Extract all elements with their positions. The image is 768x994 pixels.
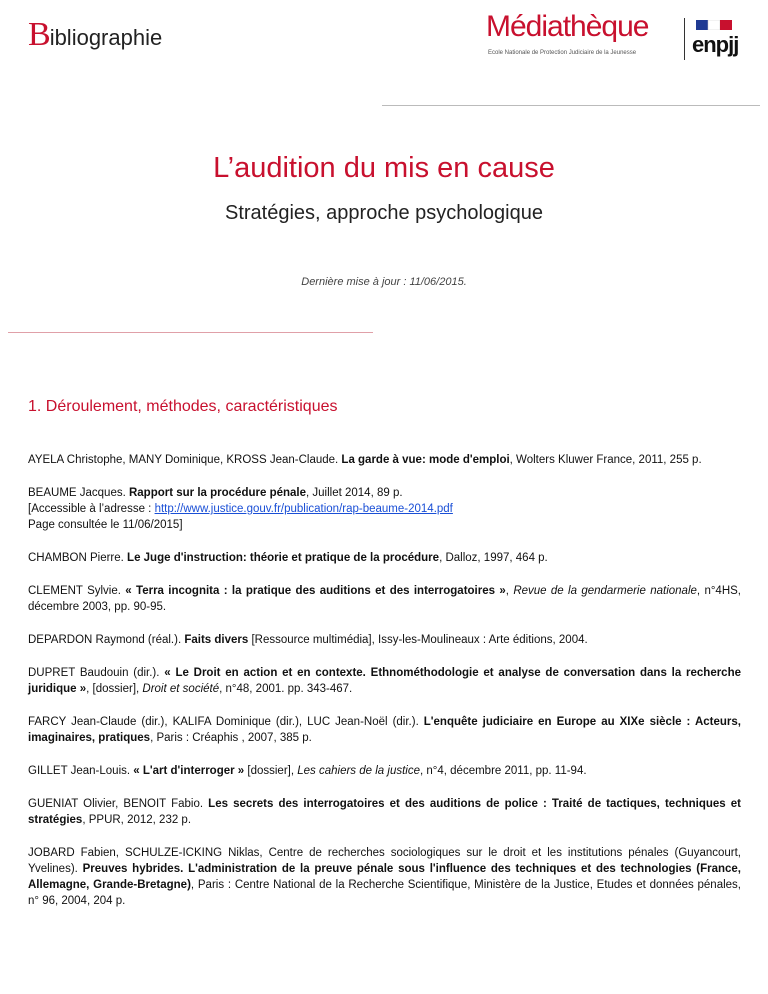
list-item: JOBARD Fabien, SCHULZE-ICKING Niklas, Centre de recherches sociologiques sur le droit et les institutions pénales (Guyancourt, Yvelines). Preuves hybrides. L'administration de la preuve pénale sous l'influence des techniques et des technologies (France, Allemagne, Grande-Bretagne), Paris : Centre National de la Recherche Scientifique, Ministère de la Justice, Etudes et données pénales, n° 96, 2004, 204 p. (28, 847, 741, 907)
brand-logo (486, 10, 750, 62)
section-title: 1. Déroulement, méthodes, caractéristiques (28, 398, 338, 415)
list-item: CLEMENT Sylvie. « Terra incognita : la pratique des auditions et des interrogatoires », Revue de la gendarmerie nationale, n°4HS, décembre 2003, pp. 90-95. (28, 585, 742, 613)
page-title: L’audition du mis en cause (213, 152, 555, 184)
bibliographie-initial: B (28, 16, 50, 53)
list-item: DEPARDON Raymond (réal.). Faits divers [Ressource multimédia], Issy-les-Moulineaux : Arte éditions, 2004. (28, 634, 588, 646)
list-item: AYELA Christophe, MANY Dominique, KROSS Jean-Claude. La garde à vue: mode d'emploi, Wolters Kluwer France, 2011, 255 p. (28, 454, 702, 466)
list-item: CHAMBON Pierre. Le Juge d'instruction: théorie et pratique de la procédure, Dalloz, 1997, 464 p. (28, 552, 548, 564)
list-item: FARCY Jean-Claude (dir.), KALIFA Dominique (dir.), LUC Jean-Noël (dir.). L'enquête judiciaire en Europe au XIXe siècle : Acteurs, imaginaires, pratiques, Paris : Créaphis , 2007, 385 p. (28, 716, 741, 744)
section-divider (8, 332, 373, 333)
enpjj-logo: enpjj (692, 32, 739, 57)
bibliography-list (28, 452, 741, 926)
bibliographie-rest: ibliographie (49, 25, 163, 50)
last-updated: Dernière mise à jour : 11/06/2015. (301, 276, 467, 288)
top-divider (382, 105, 760, 106)
mediatheque-subtitle: Ecole Nationale de Protection Judiciaire de la Jeunesse (488, 50, 637, 56)
list-item: BEAUME Jacques. Rapport sur la procédure pénale, Juillet 2014, 89 p. [Accessible à l’adresse : http://www.justice.gouv.fr/publication/rap-beaume-2014.pdf Page consultée le 11/06/2015] (28, 487, 453, 531)
list-item: GUENIAT Olivier, BENOIT Fabio. Les secrets des interrogatoires et des auditions de police : Traité de tactiques, techniques et stratégies, PPUR, 2012, 232 p. (28, 798, 741, 826)
report-link[interactable]: http://www.justice.gouv.fr/publication/rap-beaume-2014.pdf (154, 503, 453, 515)
logo-separator (684, 18, 685, 60)
mediatheque-logo: Médiathèque (486, 10, 649, 43)
list-item: DUPRET Baudouin (dir.). « Le Droit en action et en contexte. Ethnométhodologie et analyse de conversation dans la recherche juridique », [dossier], Droit et société, n°48, 2001. pp. 343-467. (28, 667, 742, 695)
bibliographie-heading (28, 16, 162, 54)
flag-icon (696, 20, 732, 30)
page-subtitle: Stratégies, approche psychologique (225, 202, 543, 224)
list-item: GILLET Jean-Louis. « L'art d'interroger » [dossier], Les cahiers de la justice, n°4, décembre 2011, pp. 11-94. (28, 765, 587, 777)
